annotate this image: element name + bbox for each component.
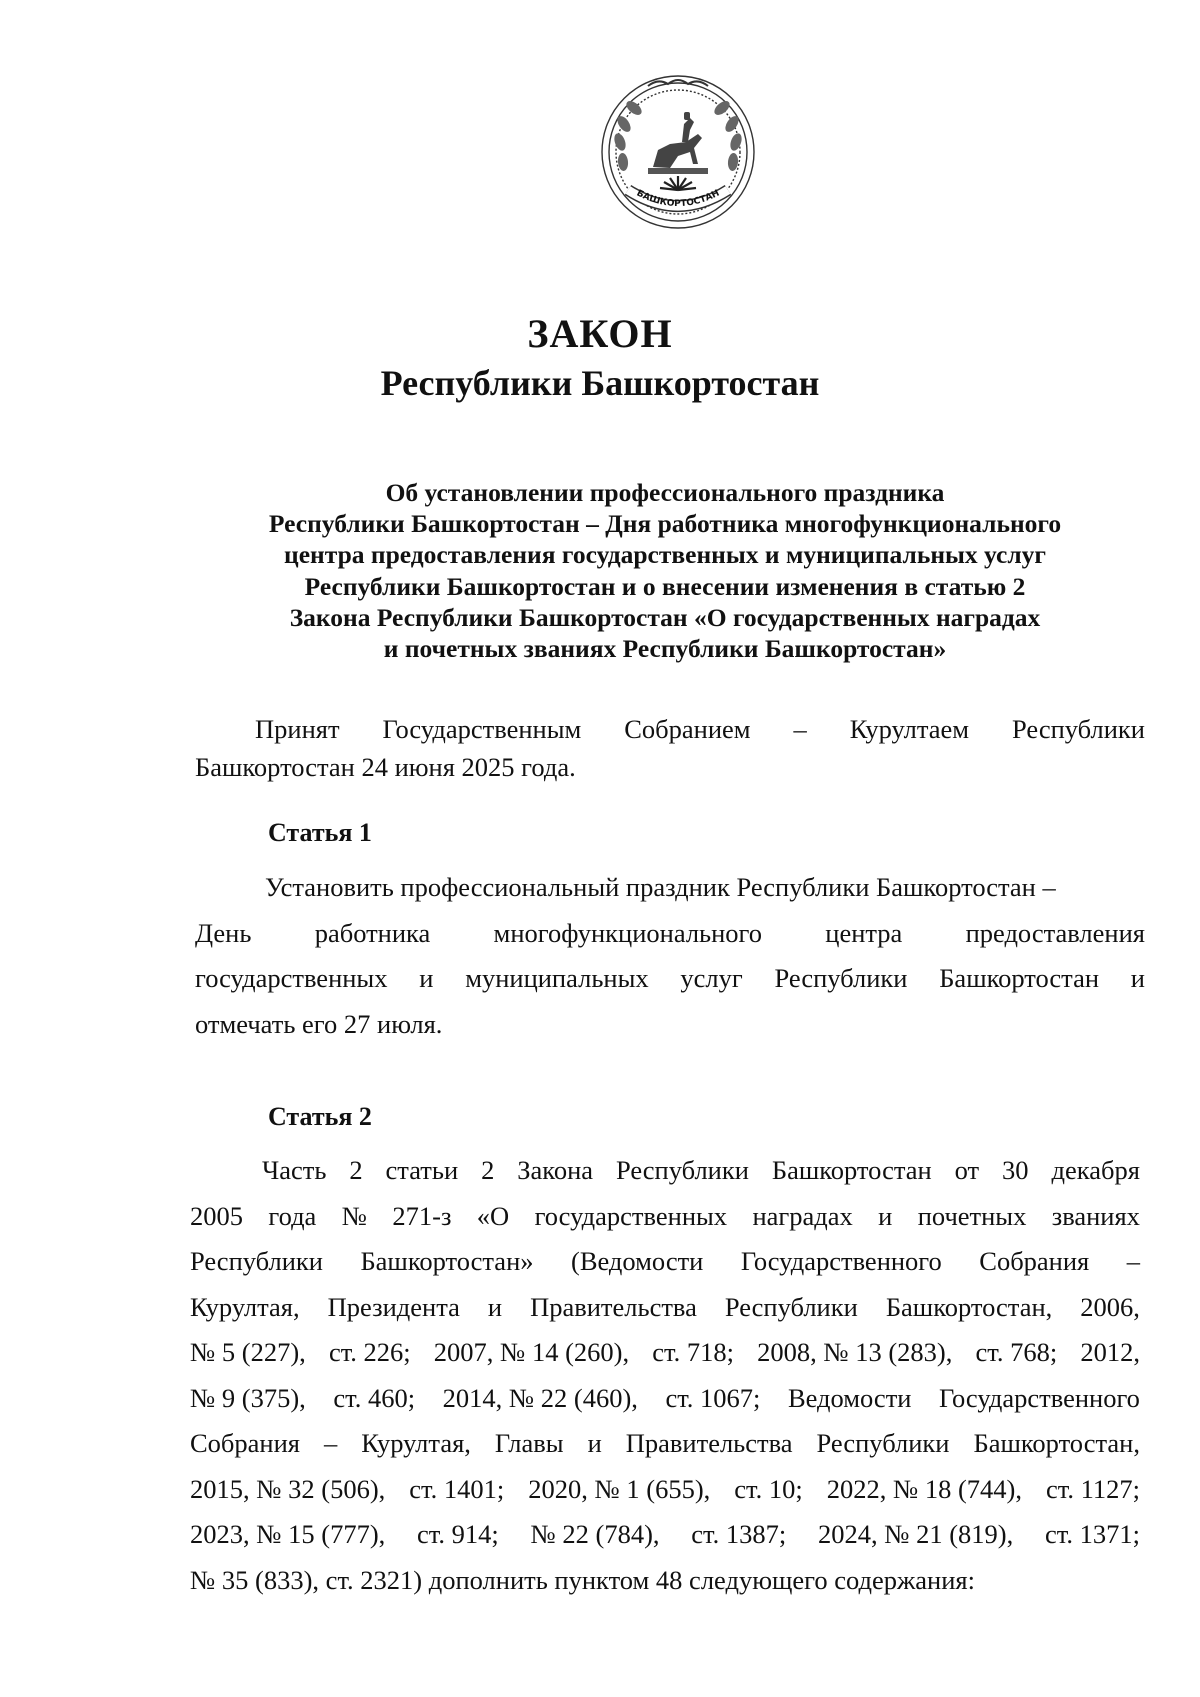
word: и (878, 1200, 893, 1231)
word: 2012, (1080, 1337, 1140, 1367)
word: ст. 1401; (409, 1473, 505, 1504)
subject-line: Закона Республики Башкортостан «О государственных наградах (289, 602, 1041, 632)
word: (Ведомости (571, 1246, 704, 1276)
word: Ведомости (787, 1382, 912, 1413)
article-2-line-1 (190, 1148, 1140, 1194)
word: Республики (774, 963, 908, 993)
document-subtitle: Республики Башкортостан (380, 363, 820, 403)
word: ст. 1127; (1045, 1473, 1140, 1504)
word: ст. 460; (333, 1382, 416, 1413)
word: и (487, 1291, 503, 1322)
word: ст. 1371; (1044, 1519, 1140, 1549)
word: 2020, № 1 (655), (528, 1473, 711, 1504)
word: Башкортостан (771, 1155, 932, 1185)
word: и (1130, 963, 1145, 993)
word: Курултая, (190, 1291, 300, 1322)
word: наградах (752, 1200, 853, 1231)
word: многофункционального (493, 917, 763, 948)
word: ст. 768; (975, 1337, 1058, 1367)
article-1-line-3 (195, 956, 1145, 1002)
word: 2014, № 22 (460), (442, 1382, 638, 1413)
article-1-line-4: отмечать его 27 июля. (195, 1008, 443, 1039)
word: Государственным (382, 714, 582, 744)
word: Башкортостан» (360, 1246, 534, 1276)
word: Башкортостан, (885, 1291, 1053, 1322)
word: Закона (517, 1155, 594, 1185)
adoption-line-2: Башкортостан 24 июня 2025 года. (195, 752, 576, 782)
word: День (195, 917, 252, 948)
subject-line: и почетных званиях Республики Башкортостан» (383, 634, 947, 664)
word: и (419, 963, 434, 993)
word: званиях (1051, 1200, 1140, 1231)
article-2-line-3 (190, 1239, 1140, 1285)
word: ст. 1067; (665, 1382, 761, 1413)
word: Собрания (190, 1428, 300, 1458)
subject-line: Республики Башкортостан и о внесении изменения в статью 2 (304, 571, 1026, 601)
word: Часть (262, 1155, 327, 1185)
article-2-line-6 (190, 1376, 1140, 1422)
word: – (324, 1428, 338, 1458)
article-2-line-2 (190, 1194, 1140, 1240)
word: года (268, 1200, 317, 1231)
word: Башкортостан, (973, 1428, 1140, 1458)
word: Президента (327, 1291, 460, 1322)
word: ст. 914; (417, 1519, 499, 1549)
word: Башкортостан (939, 963, 1100, 993)
word: и (587, 1428, 602, 1458)
article-2-body (190, 1148, 1140, 1603)
article-2-line-10: № 35 (833), ст. 2321) дополнить пунктом 48 следующего содержания: (190, 1564, 975, 1595)
word: Республики (615, 1155, 749, 1185)
article-1-line-2 (195, 911, 1145, 957)
word: 2 (349, 1155, 363, 1185)
word: муниципальных (465, 963, 649, 993)
subject-line: Республики Башкортостан – Дня работника многофункционального (268, 509, 1062, 539)
word: Республики (724, 1291, 858, 1322)
word: Собранием (624, 714, 751, 744)
article-2-line-4 (190, 1285, 1140, 1331)
word: № 22 (784), (530, 1519, 660, 1549)
word: – (1126, 1246, 1140, 1276)
subject-line: Об установлении профессионального праздника (385, 478, 945, 507)
word: № (341, 1200, 367, 1231)
article-2-line-5 (190, 1330, 1140, 1376)
word: декабря (1051, 1155, 1140, 1185)
word: от (954, 1155, 980, 1185)
word: № 5 (227), (190, 1337, 306, 1367)
word: государственных (195, 963, 388, 993)
word: государственных (534, 1200, 728, 1231)
word: Принят (255, 714, 340, 744)
word: услуг (680, 963, 743, 993)
word: 2 (481, 1155, 495, 1185)
word: Курултая, (361, 1428, 471, 1458)
article-1-line-1: Установить профессиональный праздник Республики Башкортостан – (265, 872, 1056, 902)
word: ст. 718; (652, 1337, 734, 1367)
word: Республики (816, 1428, 950, 1458)
document-title: ЗАКОН (527, 311, 673, 356)
word: ст. 1387; (691, 1519, 787, 1549)
word: Главы (494, 1428, 564, 1458)
word: Государственного (740, 1246, 942, 1276)
word: 2005 (190, 1200, 243, 1231)
word: 2008, № 13 (283), (757, 1337, 953, 1367)
word: 2024, № 21 (819), (817, 1519, 1014, 1549)
article-1-heading: Статья 1 (268, 818, 372, 847)
adoption-line-1 (195, 710, 1145, 748)
coat-of-arms-icon (598, 72, 758, 232)
word: 2022, № 18 (744), (826, 1473, 1022, 1504)
word: статьи (385, 1155, 459, 1185)
article-2-line-8 (190, 1467, 1140, 1513)
word: центра (825, 917, 903, 948)
word: ст. 10; (734, 1473, 803, 1504)
word: предоставления (965, 917, 1145, 948)
word: Правительства (530, 1291, 697, 1322)
word: – (793, 714, 807, 744)
word: почетных (917, 1200, 1027, 1231)
article-2-line-9 (190, 1512, 1140, 1558)
subject-line: центра предоставления государственных и муниципальных услуг (284, 540, 1046, 570)
word: Курултаем (849, 714, 970, 744)
word: 2007, № 14 (260), (433, 1337, 630, 1367)
word: Правительства (625, 1428, 793, 1458)
word: № 9 (375), (190, 1382, 306, 1413)
emblem-inscription: БАШКОРТОСТАН (634, 188, 722, 210)
word: Государственного (939, 1382, 1140, 1413)
article-2-line-7 (190, 1421, 1140, 1467)
adoption-statement (195, 710, 1145, 786)
word: «О (476, 1200, 510, 1231)
article-1-body (195, 865, 1145, 1047)
article-2-heading: Статья 2 (268, 1102, 372, 1131)
word: работника (314, 917, 431, 948)
word: 271-з (392, 1200, 452, 1231)
law-subject (190, 477, 1140, 664)
word: Собрания (979, 1246, 1090, 1276)
word: 2015, № 32 (506), (190, 1473, 386, 1504)
word: 2006, (1080, 1291, 1140, 1322)
word: 30 (1002, 1155, 1029, 1185)
word: 2023, № 15 (777), (190, 1519, 386, 1549)
word: Республики (190, 1246, 323, 1276)
word: ст. 226; (328, 1337, 411, 1367)
word: Республики (1012, 714, 1145, 744)
